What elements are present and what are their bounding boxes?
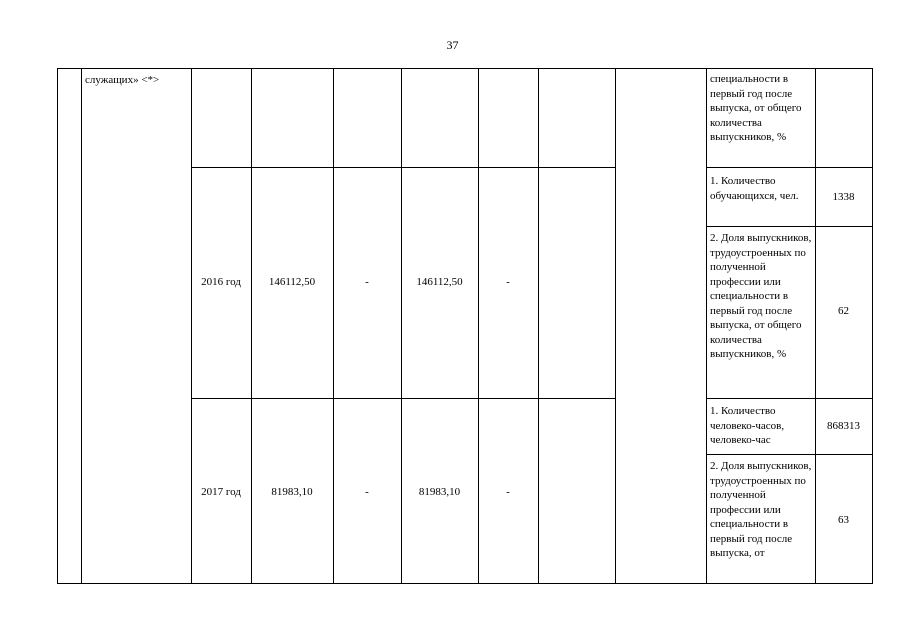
- col-line-5: [401, 68, 402, 584]
- indicator-1-2016: 1. Количество обучающихся, чел.: [710, 175, 799, 202]
- page-number: 37: [446, 38, 459, 52]
- indicator-2-2016: 2. Доля выпускников, трудоустроенных по полученной профессии или специальности в первый год после выпуска, от общего количества выпускников, %: [710, 232, 812, 360]
- col-c-cell-2017: -: [506, 486, 510, 498]
- table-right-border: [872, 68, 873, 584]
- col-a-cell-2016: -: [365, 276, 369, 288]
- row-divider-2017-indicators: [706, 398, 873, 399]
- indicator-cell-continued: специальности в первый год после выпуска, от общего количества выпускников, %: [710, 73, 802, 143]
- col-line-8: [615, 68, 616, 584]
- total-cell-2016: 146112,50: [268, 276, 316, 288]
- indicator-1-value-2016: 1338: [832, 191, 855, 203]
- col-a-cell-2017: -: [365, 486, 369, 498]
- col-line-2: [191, 68, 192, 584]
- col-line-7: [538, 68, 539, 584]
- col-b-cell-2016: 146112,50: [416, 276, 463, 288]
- indicator-1-value-2017: 868313: [827, 420, 860, 432]
- col-line-1: [81, 68, 82, 584]
- indicator-1-2017: 1. Количество человеко-часов, человеко-час: [710, 405, 785, 446]
- col-line-3: [251, 68, 252, 584]
- col-line-4: [333, 68, 334, 584]
- indicator-divider-2016: [706, 226, 873, 227]
- table-top-border: [57, 68, 873, 69]
- col-line-6: [478, 68, 479, 584]
- row-divider-2016: [191, 167, 615, 168]
- indicator-2-2017: 2. Доля выпускников, трудоустроенных по полученной профессии или специальности в первый год после выпуска, от: [710, 460, 812, 559]
- year-cell-2017: 2017 год: [201, 486, 241, 498]
- total-cell-2017: 81983,10: [271, 486, 313, 498]
- program-name-continued: служащих» <*>: [85, 74, 160, 86]
- table-left-border: [57, 68, 58, 584]
- indicator-divider-2017: [706, 454, 873, 455]
- col-c-cell-2016: -: [506, 276, 510, 288]
- col-b-cell-2017: 81983,10: [418, 486, 461, 498]
- data-table: [57, 68, 873, 584]
- row-divider-2016-indicators: [706, 167, 873, 168]
- row-divider-2017: [191, 398, 615, 399]
- table-bottom-border: [57, 583, 873, 584]
- year-cell-2016: 2016 год: [201, 276, 241, 288]
- col-line-9: [706, 68, 707, 584]
- col-line-10: [815, 68, 816, 584]
- indicator-2-value-2016: 62: [838, 305, 849, 317]
- indicator-2-value-2017: 63: [838, 514, 849, 526]
